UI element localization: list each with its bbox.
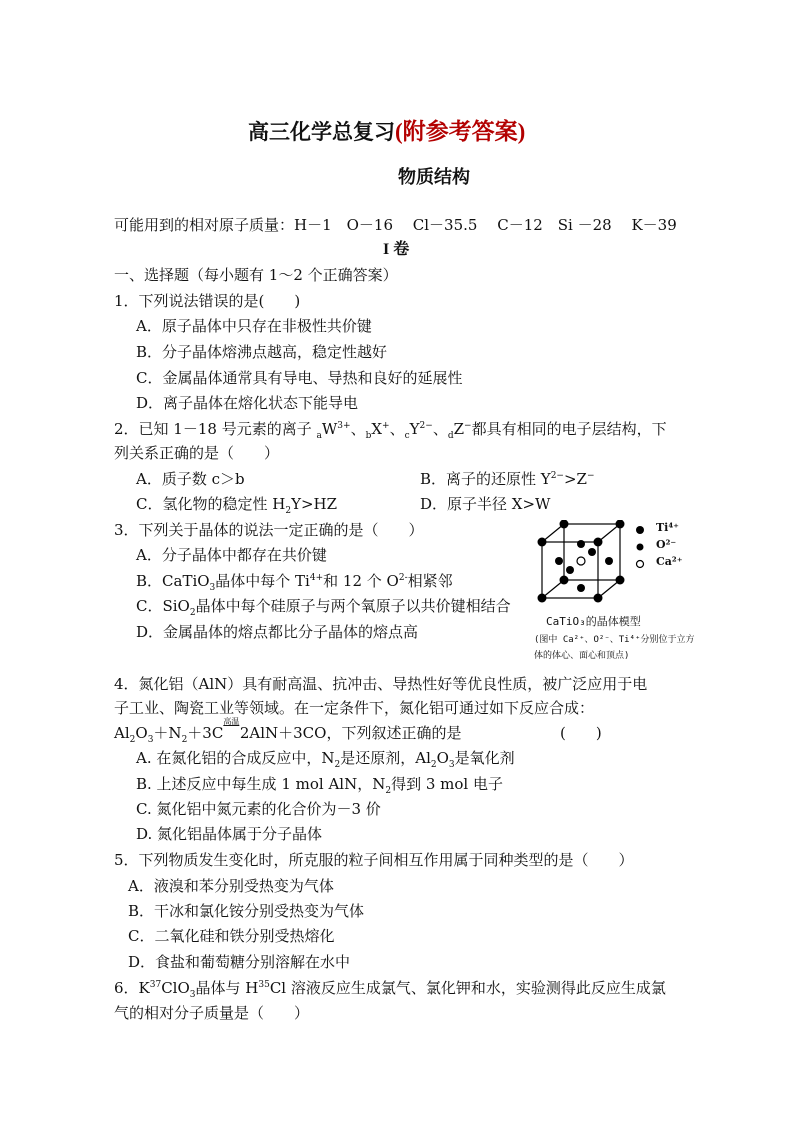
q4-reaction: $Al_2O_3+N_2+3C$ 高温 2AlN＋3CO，下列叙述正确的是 xyxy=(114,717,462,745)
q1-stem: 1．下列说法错误的是( ) xyxy=(114,292,301,310)
q5-stem: 5．下列物质发生变化时，所克服的粒子间相互作用属于同种类型的是（ ） xyxy=(114,851,634,869)
q2-stem-line2: 列关系正确的是（ ） xyxy=(114,444,280,462)
q3-option-d: D．金属晶体的熔点都比分子晶体的熔点高 xyxy=(136,623,419,641)
q4-line2: 子工业、陶瓷工业等领域。在一定条件下，氮化铝可通过如下反应合成： xyxy=(114,699,595,717)
q3-option-b: B．CaTiO$_3$晶体中每个 $Ti^{4+}$和 12 个 $O^{2-}$相紧邻 xyxy=(136,572,453,593)
q4-line1: 4．氮化铝（AlN）具有耐高温、抗冲击、导热性好等优良性质，被广泛应用于电 xyxy=(114,675,648,693)
q3-option-a: A．分子晶体中都存在共价键 xyxy=(136,546,327,564)
legend-o: O²⁻ xyxy=(656,538,677,551)
q4-option-a: A. 在氮化铝的合成反应中，$N_2$是还原剂，$Al_2O_3$是氧化剂 xyxy=(136,749,515,770)
q2-option-a: A．质子数 c＞b xyxy=(136,470,245,488)
q3-option-c: C．SiO$_2$晶体中每个硅原子与两个氧原子以共价键相结合 xyxy=(136,597,511,618)
q1-option-a: A．原子晶体中只存在非极性共价键 xyxy=(136,317,372,335)
q5-option-d: D．食盐和葡萄糖分别溶解在水中 xyxy=(128,953,351,971)
legend-ti: Ti⁴⁺ xyxy=(656,521,679,534)
q4-option-d: D. 氮化铝晶体属于分子晶体 xyxy=(136,825,323,843)
reaction-condition: 高温 xyxy=(223,717,240,726)
figure-note-line2: 体的体心、面心和顶点) xyxy=(534,651,630,661)
section-heading: 一、选择题（每小题有 1～2 个正确答案） xyxy=(114,266,398,284)
legend-ca: Ca²⁺ xyxy=(656,555,683,568)
q4-answer-paren: ( ) xyxy=(560,724,602,742)
section-mark: I 卷 xyxy=(383,241,410,258)
q5-option-a: A．液溴和苯分别受热变为气体 xyxy=(128,877,334,895)
page-subtitle: 物质结构 xyxy=(398,167,470,188)
q1-option-d: D．离子晶体在熔化状态下能导电 xyxy=(136,394,359,412)
q2-option-b: B．离子的还原性 $Y^{2-}>Z^-$ xyxy=(420,470,595,488)
atomic-masses: 可能用到的相对原子质量：H－1 O－16 Cl－35.5 C－12 Si －28 K－39 xyxy=(114,216,677,234)
figure-caption: CaTiO₃的晶体模型 xyxy=(546,615,641,628)
crystal-model-figure xyxy=(528,520,708,670)
figure-note-line1: (图中 Ca²⁺、O²⁻、Ti⁴⁺分别位于立方 xyxy=(534,635,695,645)
q2-stem: 2．已知 1－18 号元素的离子 $_aW^{3+}$、$_b$X+、$_cY^{2-}$、$_d$Z−都具有相同的电子层结构，下 xyxy=(114,420,667,441)
title-main: 高三化学总复习 xyxy=(248,120,395,144)
q3-stem: 3．下列关于晶体的说法一定正确的是（ ） xyxy=(114,521,424,539)
title-suffix: (附参考答案) xyxy=(395,119,526,144)
q1-option-b: B．分子晶体熔沸点越高，稳定性越好 xyxy=(136,343,388,361)
q2-option-c: C．氢化物的稳定性 $H_2Y>HZ$ xyxy=(136,495,338,516)
q2-option-d: D．原子半径 X>W xyxy=(420,495,551,513)
q1-option-c: C．金属晶体通常具有导电、导热和良好的延展性 xyxy=(136,369,463,387)
page-title xyxy=(248,118,525,146)
q5-option-b: B．干冰和氯化铵分别受热变为气体 xyxy=(128,902,365,920)
q4-option-b: B. 上述反应中每生成 1 mol AlN，$N_2$得到 3 mol 电子 xyxy=(136,775,503,796)
q4-option-c: C. 氮化铝中氮元素的化合价为－3 价 xyxy=(136,800,381,818)
q6-line2: 气的相对分子质量是（ ） xyxy=(114,1004,310,1022)
q5-option-c: C．二氧化硅和铁分别受热熔化 xyxy=(128,927,335,945)
q6-line1: 6．$K^{37}ClO_3$晶体与 $H^{35}Cl$ 溶液反应生成氯气、氯化钾和水，实验测得此反应生成氯 xyxy=(114,979,666,1000)
